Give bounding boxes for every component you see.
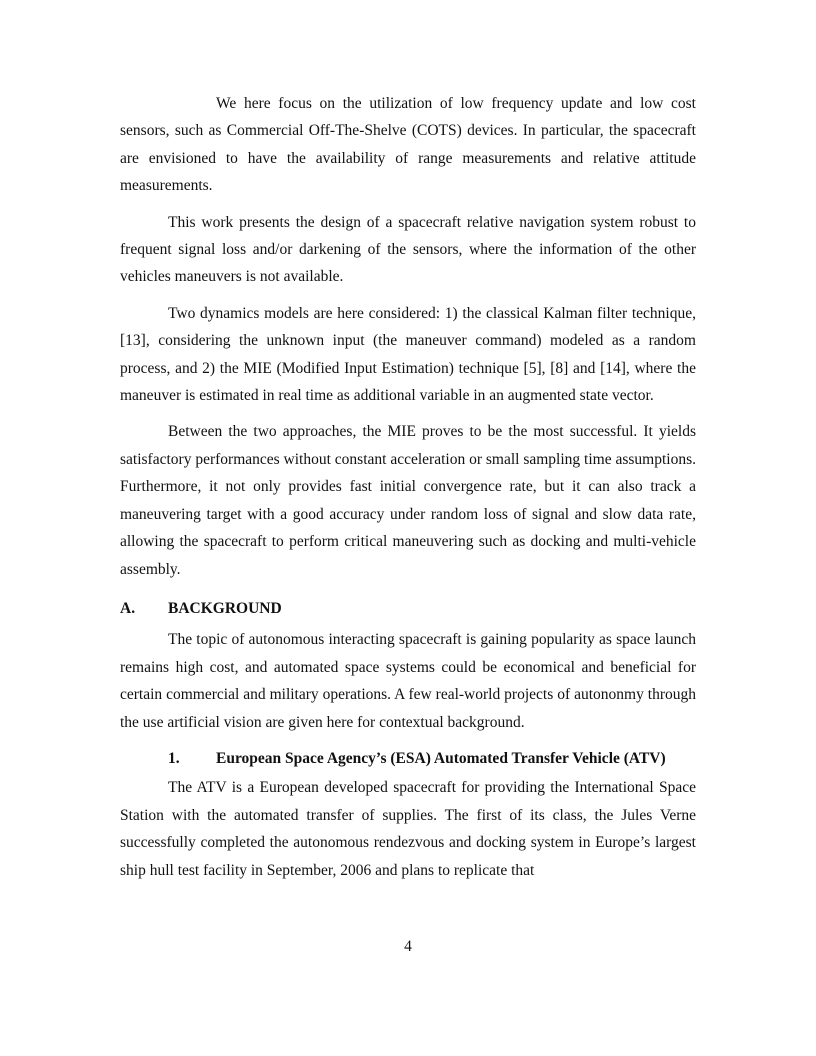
section-title: BACKGROUND xyxy=(168,599,282,617)
page-number: 4 xyxy=(404,938,412,955)
intro-paragraph-2: This work presents the design of a spacecraft relative navigation system robust to frequent signal loss and/or darkening of the sensors, where the information of the other vehicles maneuvers is not available. xyxy=(120,213,696,286)
subsection-title: European Space Agency’s (ESA) Automated Transfer Vehicle (ATV) xyxy=(216,749,666,767)
atv-paragraph: The ATV is a European developed spacecraft for providing the International Space Station with the automated transfer of supplies. The first of its class, the Jules Verne successfully completed the autonomous rendezvous and docking system in Europe’s largest ship hull test facility in September, 2006 and plans to replicate that xyxy=(120,779,696,879)
section-number: A. xyxy=(120,599,136,617)
subsection-heading xyxy=(168,745,696,772)
subsection-number: 1. xyxy=(168,749,180,767)
intro-paragraph-3: Two dynamics models are here considered: 1) the classical Kalman filter technique, [13], considering the unknown input (the maneuver command) modeled as a random process, and 2) the MIE (Modified Input Estimation) technique [5], [8] and [14], where the maneuver is estimated in real time as additional variable in an augmented state vector. xyxy=(120,304,696,405)
section-heading xyxy=(120,595,696,622)
intro-paragraph-1: We here focus on the utilization of low frequency update and low cost sensors, such as Commercial Off-The-Shelve (COTS) devices. In particular, the spacecraft are envisioned to have the availability of range measurements and relative attitude measurements. xyxy=(120,95,696,195)
background-paragraph: The topic of autonomous interacting spacecraft is gaining popularity as space launch remains high cost, and automated space systems could be economical and beneficial for certain commercial and military operations. A few real-world projects of autononmy through the use artificial vision are given here for contextual background. xyxy=(120,631,696,731)
body-text xyxy=(120,90,696,893)
intro-paragraph-4: Between the two approaches, the MIE proves to be the most successful. It yields satisfactory performances without constant acceleration or small sampling time assumptions. Furthermore, it not only provides fast initial convergence rate, but it can also track a maneuvering target with a good accuracy under random loss of signal and slow data rate, allowing the spacecraft to perform critical maneuvering such as docking and multi-vehicle assembly. xyxy=(120,423,696,578)
